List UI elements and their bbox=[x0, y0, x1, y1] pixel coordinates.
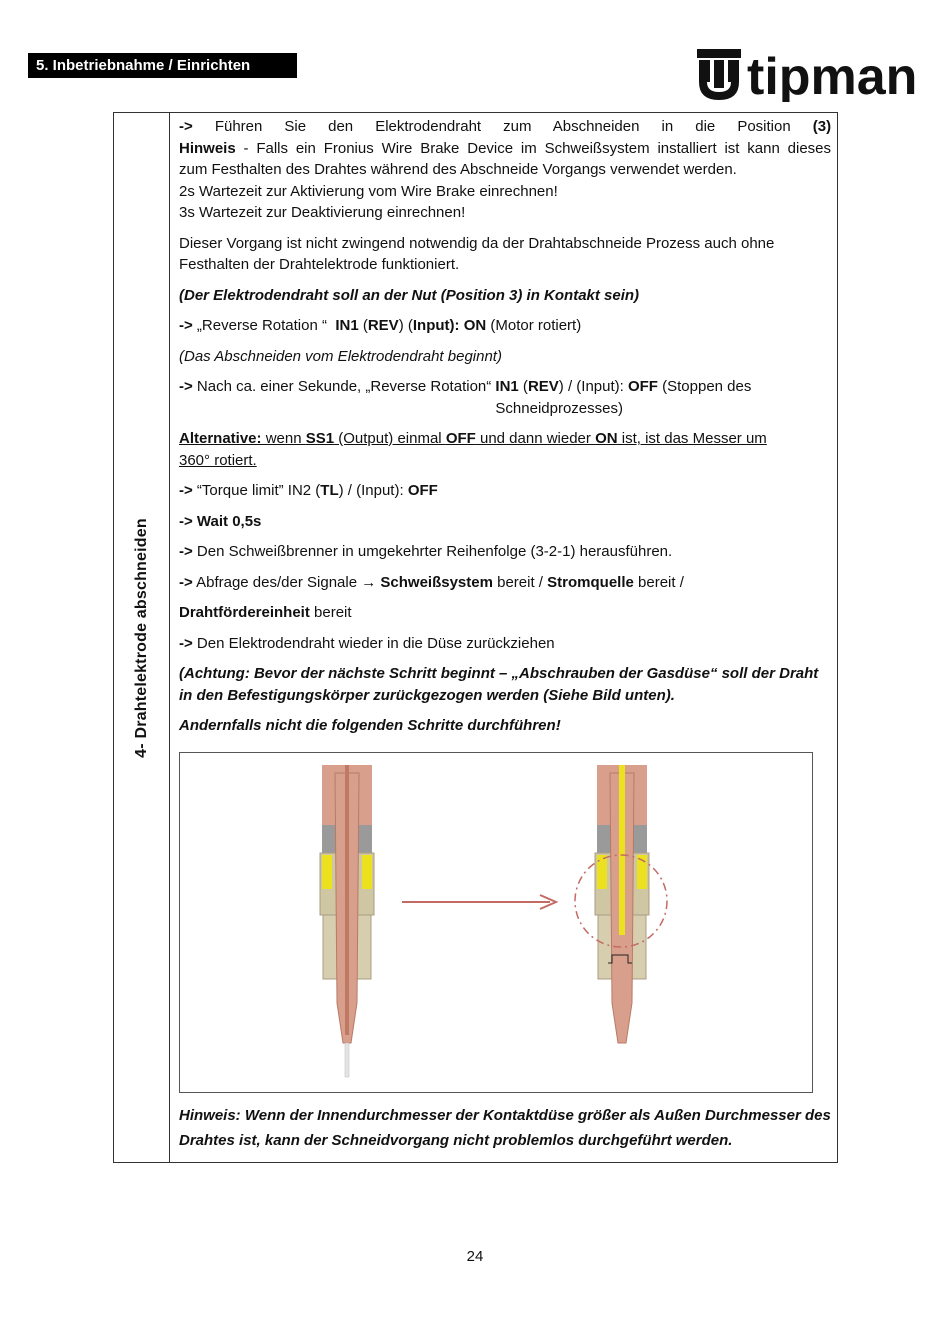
reverse-rotation-on: -> „Reverse Rotation “ IN1 (REV) (Input): ON (Motor rotiert) bbox=[179, 317, 582, 334]
cut-begins-note: (Das Abschneiden vom Elektrodendraht beginnt) bbox=[179, 347, 502, 365]
wait-activation: 2s Wartezeit zur Aktivierung vom Wire Brake einrechnen! bbox=[179, 182, 558, 200]
hinweis-continuation: zum Festhalten des Drahtes während des Abschneide Vorgangs verwendet werden. bbox=[179, 161, 737, 178]
torque-limit: -> “Torque limit” IN2 (TL) / (Input): OFF bbox=[179, 482, 438, 499]
torch-after-diagram bbox=[575, 765, 667, 1043]
step-label: 4- Drahtelektrode abschneiden bbox=[133, 518, 150, 758]
optional-note: Dieser Vorgang ist nicht zwingend notwendig da der Drahtabschneide Prozess auch ohne Festhalten der Drahtelektrode funktioniert. bbox=[179, 234, 775, 273]
step-table bbox=[113, 112, 838, 1163]
tipman-logo bbox=[695, 44, 917, 102]
retract-step: -> Den Elektrodendraht wieder in die Düse zurückziehen bbox=[179, 634, 555, 652]
wait-step: -> Wait 0,5s bbox=[179, 512, 262, 530]
right-arrow-icon: → bbox=[361, 573, 377, 591]
reverse-out-step: -> Den Schweißbrenner in umgekehrter Reihenfolge (3-2-1) herausführen. bbox=[179, 543, 673, 560]
step-content bbox=[179, 116, 831, 737]
otherwise-note: Andernfalls nicht die folgenden Schritte durchführen! bbox=[179, 717, 561, 734]
page-number: 24 bbox=[466, 1248, 484, 1265]
contact-note: (Der Elektrodendraht soll an der Nut (Position 3) in Kontakt sein) bbox=[179, 286, 640, 304]
attention-note: (Achtung: Bevor der nächste Schritt beginnt – „Abschrauben der Gasdüse“ soll der Draht in den Befestigungskörper zurückgezogen werden (Siehe Bild unten). bbox=[179, 665, 819, 704]
signal-query: -> Abfrage des/der Signale → Schweißsystem bereit / Stromquelle bereit / bbox=[179, 573, 684, 591]
inner-diameter-note: Hinweis: Wenn der Innendurchmesser der Kontaktdüse größer als Außen Durchmesser des Drahtes ist, kann der Schneidvorgang nicht problemlos durchgeführt werden. bbox=[179, 1107, 831, 1149]
right-arrow-icon bbox=[402, 895, 556, 909]
torch-figure bbox=[179, 752, 813, 1093]
wait-deactivation: 3s Wartezeit zur Deaktivierung einrechnen! bbox=[179, 204, 466, 221]
torch-before-diagram bbox=[320, 765, 374, 1077]
step-label-cell bbox=[114, 113, 170, 1162]
section-title: 5. Inbetriebnahme / Einrichten bbox=[36, 57, 251, 74]
instruction-position: -> Führen Sie den Elektrodendraht zum Abschneiden in die Position (3) bbox=[179, 118, 832, 135]
reverse-rotation-off: -> Nach ca. einer Sekunde, „Reverse Rotation“ IN1 (REV) / (Input): OFF (Stoppen des Schneidprozesses) bbox=[179, 378, 752, 417]
hinweis-wire-brake: Hinweis - Falls ein Fronius Wire Brake Device im Schweißsystem installiert ist kann dieses bbox=[179, 139, 831, 157]
svg-text:tipman: tipman bbox=[747, 48, 917, 102]
alternative-note: Alternative: wenn SS1 (Output) einmal OFF und dann wieder ON ist, ist das Messer um 360° rotiert. bbox=[179, 430, 767, 469]
feeder-ready: Drahtfördereinheit bereit bbox=[179, 604, 352, 621]
section-header bbox=[28, 53, 297, 78]
